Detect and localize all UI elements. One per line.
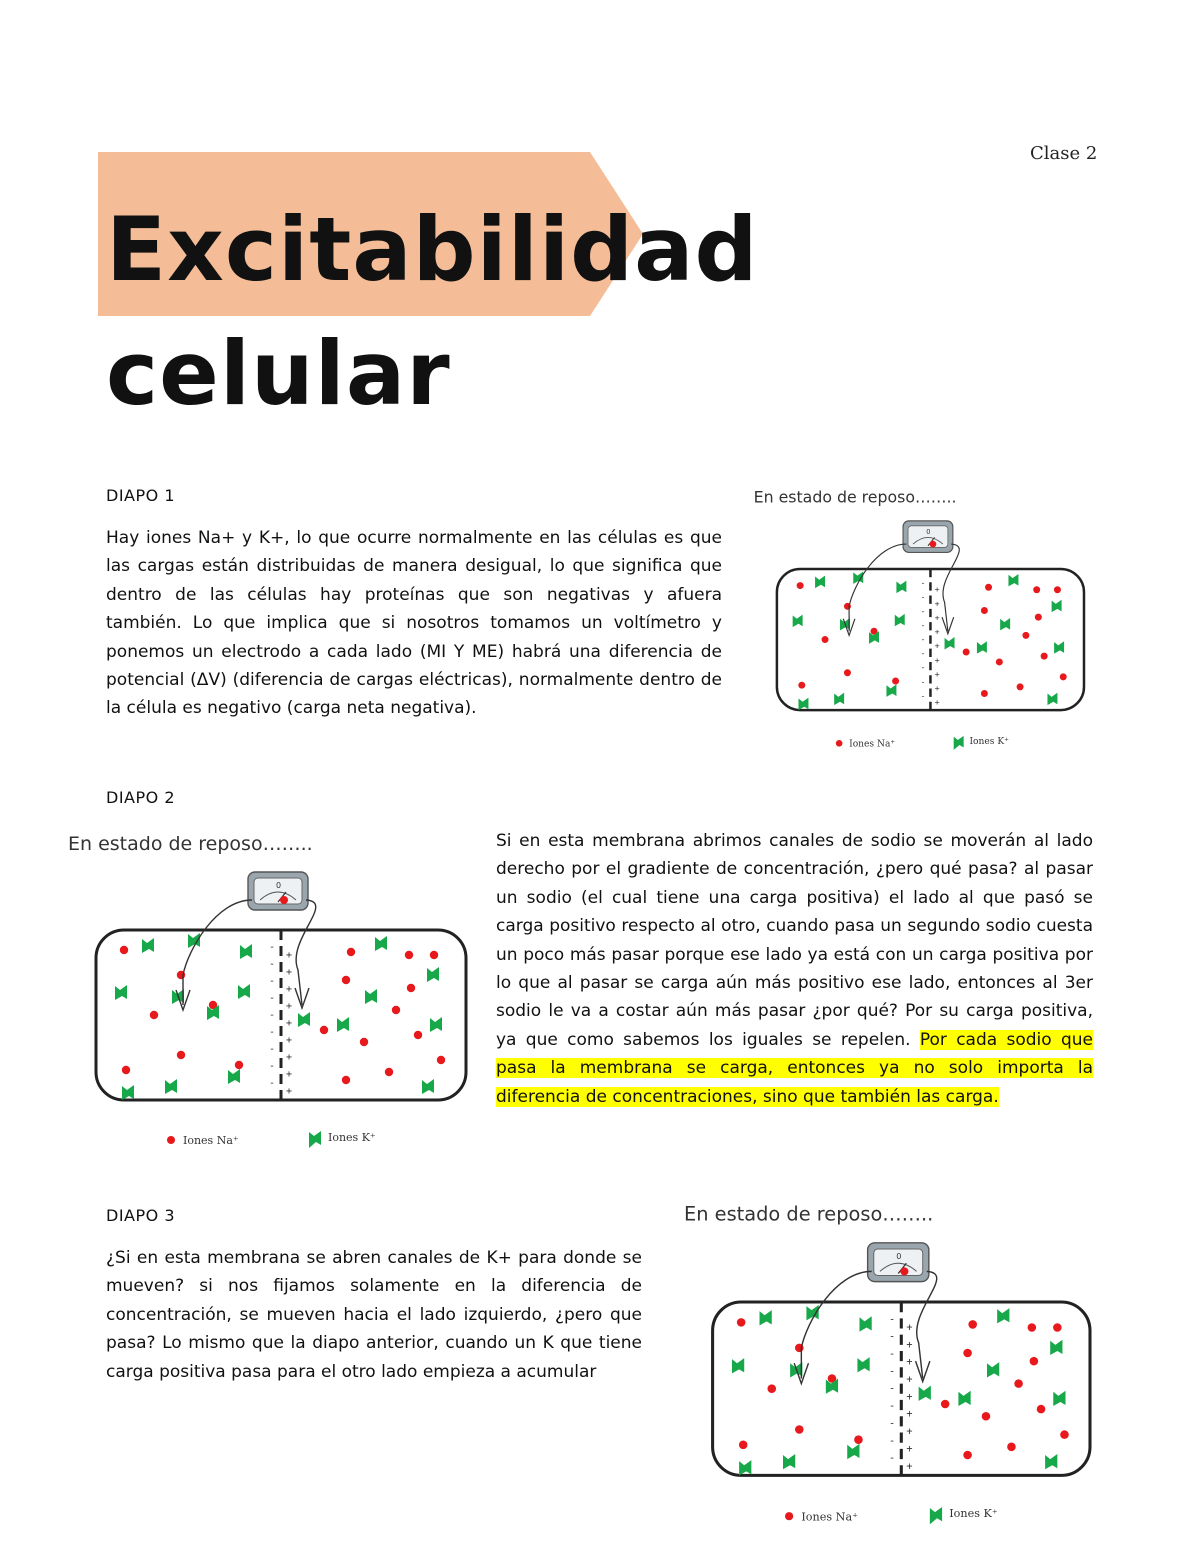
na-ion bbox=[1030, 1357, 1039, 1366]
na-ion bbox=[1041, 653, 1048, 660]
na-ion bbox=[797, 582, 804, 589]
na-ion bbox=[1033, 586, 1040, 593]
na-ion bbox=[1060, 1430, 1069, 1439]
svg-text:+: + bbox=[934, 654, 940, 665]
svg-text:+: + bbox=[934, 668, 940, 679]
svg-text:+: + bbox=[906, 1443, 913, 1455]
na-ion bbox=[120, 946, 128, 954]
na-ion bbox=[407, 984, 415, 992]
svg-text:-: - bbox=[920, 690, 926, 701]
svg-text:+: + bbox=[934, 683, 940, 694]
legend-k-label: Iones K⁺ bbox=[969, 737, 1009, 748]
section-paragraph-2 bbox=[496, 827, 1093, 1111]
svg-text:+: + bbox=[906, 1461, 913, 1473]
svg-text:+: + bbox=[286, 984, 293, 995]
legend-k-swatch bbox=[930, 1507, 942, 1524]
svg-text:-: - bbox=[920, 577, 926, 588]
legend-na-swatch bbox=[785, 1512, 793, 1520]
na-ion bbox=[1014, 1379, 1023, 1388]
svg-text:+: + bbox=[286, 1001, 293, 1012]
legend-na-swatch bbox=[836, 740, 843, 747]
membrane-diagram bbox=[682, 1200, 1110, 1537]
na-ion bbox=[985, 584, 992, 591]
na-ion bbox=[320, 1026, 328, 1034]
svg-text:-: - bbox=[269, 1044, 276, 1055]
svg-text:+: + bbox=[906, 1391, 913, 1403]
svg-text:-: - bbox=[920, 648, 926, 659]
title-line-1: Excitabilidad bbox=[106, 198, 759, 301]
voltmeter-icon bbox=[868, 1243, 929, 1282]
svg-text:-: - bbox=[269, 1061, 276, 1072]
membrane-diagram bbox=[66, 830, 486, 1160]
svg-text:-: - bbox=[920, 591, 926, 602]
legend-na-label: Iones Na⁺ bbox=[801, 1510, 859, 1524]
svg-text:-: - bbox=[889, 1453, 896, 1465]
na-ion bbox=[1022, 632, 1029, 639]
paragraph-text: Si en esta membrana abrimos canales de sodio se moverán al lado derecho por el gradiente de concentración, ¿pero qué pasa? al pasar un sodio (el cual tiene una carga positiva) el lado al que pasó se carga positivo respecto al otro, cuando pasa un segundo sodio cuesta un poco más pasar porque ese lado ya está con un carga positiva por lo que al pasar se carga aún más positivo ese lado, entonces al 3er sodio le va a costar aún más pasar ¿por qué? Por su carga positiva, ya que como sabemos los iguales se repelen. bbox=[496, 831, 1093, 1050]
class-label: Clase 2 bbox=[1030, 143, 1098, 164]
na-ion bbox=[385, 1068, 393, 1076]
svg-text:+: + bbox=[906, 1357, 913, 1369]
svg-text:-: - bbox=[269, 942, 276, 953]
legend-k-swatch bbox=[954, 736, 964, 750]
section-heading-1: DIAPO 1 bbox=[106, 486, 175, 505]
section-heading-2: DIAPO 2 bbox=[106, 788, 175, 807]
svg-text:+: + bbox=[934, 584, 940, 595]
legend-k-label: Iones K⁺ bbox=[949, 1507, 998, 1521]
na-ion bbox=[941, 1400, 950, 1409]
na-ion bbox=[963, 1349, 972, 1358]
svg-text:+: + bbox=[906, 1374, 913, 1386]
svg-text:-: - bbox=[889, 1418, 896, 1430]
svg-text:+: + bbox=[286, 967, 293, 978]
na-ion bbox=[795, 1425, 804, 1434]
figure-caption: En estado de reposo…….. bbox=[684, 1202, 934, 1226]
na-ion bbox=[347, 948, 355, 956]
na-ion bbox=[981, 690, 988, 697]
na-ion bbox=[1060, 673, 1067, 680]
na-ion bbox=[342, 976, 350, 984]
svg-text:-: - bbox=[920, 676, 926, 687]
na-ion bbox=[968, 1320, 977, 1329]
na-ion bbox=[1028, 1323, 1037, 1332]
svg-text:-: - bbox=[269, 993, 276, 1004]
svg-text:+: + bbox=[286, 1086, 293, 1097]
voltmeter-icon bbox=[903, 521, 953, 553]
svg-text:+: + bbox=[934, 612, 940, 623]
na-ion bbox=[437, 1056, 445, 1064]
svg-text:+: + bbox=[906, 1409, 913, 1421]
svg-text:-: - bbox=[889, 1383, 896, 1395]
na-ion bbox=[1037, 1405, 1046, 1414]
svg-text:-: - bbox=[269, 1010, 276, 1021]
na-ion bbox=[739, 1441, 748, 1450]
na-ion bbox=[414, 1031, 422, 1039]
na-ion bbox=[892, 678, 899, 685]
membrane-diagram bbox=[752, 486, 1101, 760]
na-ion bbox=[1017, 683, 1024, 690]
legend-na-swatch bbox=[167, 1136, 175, 1144]
voltmeter-icon bbox=[248, 872, 308, 910]
svg-text:-: - bbox=[889, 1401, 896, 1413]
na-ion bbox=[737, 1318, 746, 1327]
legend-k-swatch bbox=[309, 1131, 321, 1148]
na-ion bbox=[1035, 614, 1042, 621]
svg-text:-: - bbox=[889, 1331, 896, 1343]
na-ion bbox=[235, 1061, 243, 1069]
voltmeter-zero-label: 0 bbox=[896, 1251, 902, 1262]
svg-text:-: - bbox=[889, 1366, 896, 1378]
svg-text:-: - bbox=[269, 1027, 276, 1038]
svg-text:-: - bbox=[920, 662, 926, 673]
section-paragraph-3: ¿Si en esta membrana se abren canales de K+ para donde se mueven? si nos fijamos solamente en la diferencia de concentración, se mueven hacia el lado izquierdo, ¿pero que pasa? Lo mismo que la diapo anterior, cuando un K que tiene carga positiva pasa para el otro lado empieza a acumular bbox=[106, 1248, 642, 1382]
na-ion bbox=[430, 951, 438, 959]
svg-text:-: - bbox=[269, 1078, 276, 1089]
svg-text:+: + bbox=[286, 1035, 293, 1046]
svg-text:+: + bbox=[286, 1069, 293, 1080]
na-ion bbox=[822, 636, 829, 643]
highlighted-text: Por cada sodio que pasa la membrana se carga, entonces ya no solo importa la diferencia de concentraciones, sino que también las carga. bbox=[496, 1029, 1094, 1107]
na-ion bbox=[963, 649, 970, 656]
na-ion bbox=[982, 1412, 991, 1421]
svg-text:+: + bbox=[934, 697, 940, 708]
section-heading-3: DIAPO 3 bbox=[106, 1206, 175, 1225]
na-ion bbox=[963, 1451, 972, 1460]
voltmeter-zero-label: 0 bbox=[926, 528, 931, 537]
page-title bbox=[106, 188, 759, 436]
legend-na-label: Iones Na⁺ bbox=[183, 1134, 239, 1147]
na-ion bbox=[767, 1384, 776, 1393]
svg-text:-: - bbox=[920, 634, 926, 645]
svg-text:-: - bbox=[920, 619, 926, 630]
svg-text:+: + bbox=[286, 1052, 293, 1063]
na-ion bbox=[981, 607, 988, 614]
na-ion bbox=[1054, 586, 1061, 593]
svg-text:-: - bbox=[269, 959, 276, 970]
title-line-2: celular bbox=[106, 322, 451, 425]
na-ion bbox=[405, 951, 413, 959]
svg-text:-: - bbox=[889, 1435, 896, 1447]
na-ion bbox=[392, 1006, 400, 1014]
svg-text:+: + bbox=[906, 1426, 913, 1438]
legend-k-label: Iones K⁺ bbox=[328, 1131, 376, 1144]
na-ion bbox=[844, 669, 851, 676]
svg-text:+: + bbox=[934, 640, 940, 651]
na-ion bbox=[122, 1066, 130, 1074]
svg-text:-: - bbox=[889, 1349, 896, 1361]
svg-text:+: + bbox=[286, 1018, 293, 1029]
svg-text:+: + bbox=[934, 598, 940, 609]
na-ion bbox=[798, 682, 805, 689]
na-ion bbox=[342, 1076, 350, 1084]
svg-text:+: + bbox=[286, 950, 293, 961]
na-ion bbox=[360, 1038, 368, 1046]
svg-text:+: + bbox=[906, 1322, 913, 1334]
section-paragraph-1: Hay iones Na+ y K+, lo que ocurre normalmente en las células es que las cargas están distribuidas de manera desigual, lo que significa que dentro de las células hay proteínas que son negativas y afuera también. Lo que implica que si nosotros tomamos un voltímetro y ponemos un electrodo a cada lado (MI Y ME) habrá una diferencia de potencial (ΔV) (diferencia de cargas eléctricas), normalmente dentro de la célula es negativo (carga neta negativa). bbox=[106, 528, 722, 719]
legend-na-label: Iones Na⁺ bbox=[849, 739, 896, 750]
na-ion bbox=[1053, 1323, 1062, 1332]
svg-text:+: + bbox=[906, 1339, 913, 1351]
na-ion bbox=[150, 1011, 158, 1019]
na-ion bbox=[1007, 1443, 1016, 1452]
na-ion bbox=[854, 1435, 863, 1444]
svg-text:-: - bbox=[269, 976, 276, 987]
na-ion bbox=[177, 1051, 185, 1059]
svg-text:-: - bbox=[920, 605, 926, 616]
figure-caption: En estado de reposo…….. bbox=[68, 833, 313, 855]
svg-text:+: + bbox=[934, 626, 940, 637]
voltmeter-zero-label: 0 bbox=[276, 881, 282, 890]
svg-text:-: - bbox=[889, 1314, 896, 1326]
figure-caption: En estado de reposo…….. bbox=[753, 487, 957, 507]
na-ion bbox=[996, 658, 1003, 665]
